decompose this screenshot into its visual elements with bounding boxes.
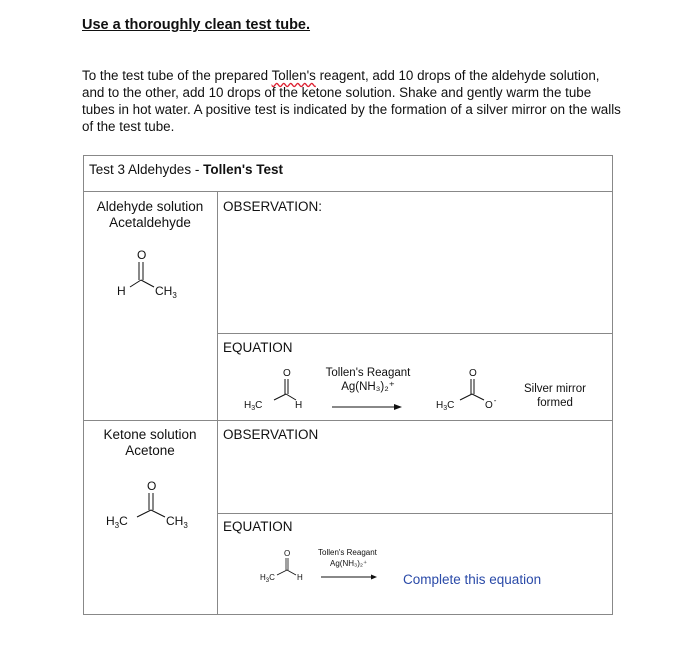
structure-methyl <box>166 514 188 530</box>
bond-line <box>141 280 154 287</box>
table-divider <box>83 420 613 421</box>
bond-line <box>460 394 472 400</box>
intro-text-end: reagent, add 10 drops of the aldehyde solution, and to the other, add 10 drops of the ketone solution. Shake and gently warm the tube tubes in hot water. A positive test is indicated by the formation of a silver mirror on the walls of the test tube. <box>82 68 621 134</box>
structure-methyl <box>244 400 262 412</box>
structure-hydrogen: H <box>117 284 126 298</box>
table-title-prefix: Test 3 Aldehydes - <box>89 162 204 177</box>
silver-mirror-label <box>511 382 599 410</box>
methyl-h-sub: 3 <box>443 405 448 412</box>
bond-line <box>277 570 287 575</box>
structure-methyl <box>436 400 454 412</box>
ketone-label <box>85 427 215 459</box>
methyl-c: CH <box>155 284 173 298</box>
reaction-arrow <box>332 402 402 412</box>
methyl-h-sub: 3 <box>114 521 120 530</box>
reagent-word: Tollen's <box>271 68 316 83</box>
bond-line <box>130 280 141 287</box>
acetaldehyde-structure <box>112 245 202 305</box>
structure-oxygen: O <box>137 248 147 262</box>
structure-oxygen: O <box>283 368 291 379</box>
reagent-formula: Ag(NH₃)₂⁺ <box>330 559 368 568</box>
ketone-label-line2: Acetone <box>125 443 175 458</box>
methyl-h: H <box>106 514 115 528</box>
page-heading: Use a thoroughly clean test tube. <box>82 17 311 33</box>
acetone-structure <box>104 477 214 537</box>
aldehyde-observation-label: OBSERVATION: <box>223 199 323 214</box>
methyl-h-c: C <box>119 514 128 528</box>
methyl-sub: 3 <box>183 521 188 530</box>
ketone-reagent-label <box>318 547 398 569</box>
bond-line <box>137 510 151 517</box>
complete-equation-prompt: Complete this equation <box>403 572 542 587</box>
bond-line <box>274 394 286 400</box>
ketone-equation-label: EQUATION <box>223 519 293 534</box>
intro-text-start: To the test tube of the prepared <box>82 68 272 83</box>
table-divider <box>83 191 613 192</box>
structure-methyl <box>260 573 275 584</box>
methyl-h-c: C <box>269 573 275 582</box>
table-divider <box>217 513 613 514</box>
structure-hydrogen: H <box>295 400 303 411</box>
aldehyde-label-line2: Acetaldehyde <box>109 215 191 230</box>
structure-oxygen: O <box>469 368 477 379</box>
intro-paragraph <box>82 67 622 135</box>
methyl-h-sub: 3 <box>251 405 256 412</box>
table-title <box>89 162 283 177</box>
acetone-reactant <box>258 546 318 586</box>
methyl-sub: 3 <box>172 291 177 300</box>
oxide-o: O <box>485 400 493 411</box>
arrow-head <box>394 404 402 410</box>
reagent-name: Tollen's Reagant <box>325 367 411 379</box>
bond-line <box>472 394 484 400</box>
table-divider <box>217 333 613 334</box>
aldehyde-label-line1: Aldehyde solution <box>96 199 204 214</box>
methyl-c: CH <box>166 514 184 528</box>
reaction-arrow <box>321 573 377 581</box>
structure-oxide <box>485 396 497 411</box>
methyl-h: H <box>244 400 252 411</box>
silver-mirror-line2: formed <box>537 397 573 409</box>
bond-line <box>287 570 296 575</box>
table-title-bold: Tollen's Test <box>203 162 284 177</box>
methyl-h-c: C <box>255 400 263 411</box>
bond-line <box>151 510 165 517</box>
ketone-label-line1: Ketone solution <box>103 427 197 442</box>
structure-oxygen: O <box>284 549 291 558</box>
aldehyde-reagent-label <box>316 366 420 394</box>
methyl-h-sub: 3 <box>265 578 270 584</box>
reagent-name: Tollen's Reagant <box>318 548 377 557</box>
aldehyde-label <box>85 199 215 231</box>
reagent-formula: Ag(NH₃)₂⁺ <box>341 381 395 393</box>
methyl-h: H <box>436 400 444 411</box>
methyl-h-c: C <box>447 400 455 411</box>
ketone-observation-label: OBSERVATION <box>223 427 319 442</box>
table-divider <box>217 191 218 615</box>
structure-methyl <box>106 514 128 530</box>
aldehyde-equation-label: EQUATION <box>223 340 293 355</box>
structure-oxygen: O <box>147 479 157 493</box>
structure-hydrogen: H <box>297 573 303 582</box>
methyl-h: H <box>260 573 266 582</box>
arrow-head <box>371 575 377 580</box>
structure-methyl <box>155 284 177 300</box>
silver-mirror-line1: Silver mirror <box>524 383 586 395</box>
oxide-charge: - <box>493 396 497 405</box>
acetaldehyde-reactant <box>240 364 320 414</box>
